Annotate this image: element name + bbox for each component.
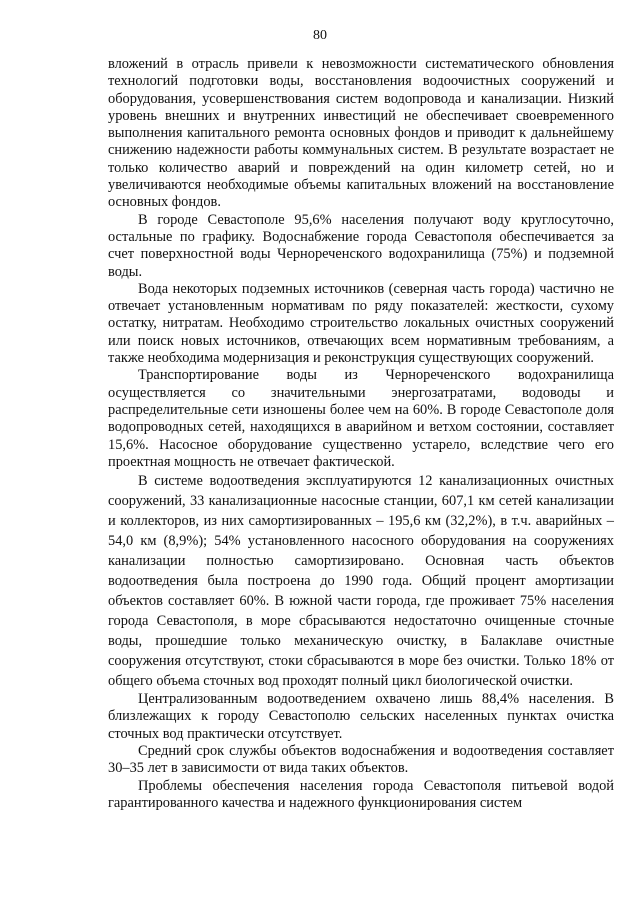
paragraph-7: Средний срок службы объектов водоснабжения и водоотведения составляет 30–35 лет в зависимости от вида таких объектов. bbox=[108, 743, 614, 777]
body-text bbox=[108, 56, 614, 812]
paragraph-1: вложений в отрасль привели к невозможности систематического обновления технологий подготовки воды, восстановления водоочистных сооружений и оборудования, усовершенствования систем водопровода и канализации. Низкий уровень внешних и внутренних инвестиций не обеспечивает своевременного выполнения капитального ремонта основных фондов и приводит к дальнейшему снижению надежности работы коммунальных систем. В результате возрастает не только количество аварий и повреждений на один километр сетей, но и увеличиваются необходимые объемы капитальных вложений на восстановление основных фондов. bbox=[108, 56, 614, 211]
page-number: 80 bbox=[313, 28, 327, 43]
paragraph-6: Централизованным водоотведением охвачено лишь 88,4% населения. В близлежащих к городу Севастополю сельских населенных пунктах очистка сточных вод практически отсутствует. bbox=[108, 691, 614, 742]
paragraph-8: Проблемы обеспечения населения города Севастополя питьевой водой гарантированного качества и надежного функционирования систем bbox=[108, 777, 614, 811]
paragraph-2: В городе Севастополе 95,6% населения получают воду круглосуточно, остальные по графику. Водоснабжение города Севастополя обеспечивается за счет поверхностной воды Чернореченского водохранилища (75%) и подземной воды. bbox=[108, 211, 614, 280]
paragraph-5: В системе водоотведения эксплуатируются 12 канализационных очистных сооружений, 33 канализационные насосные станции, 607,1 км сетей канализации и коллекторов, из них самортизированных – 195,6 км (32,2%), в т.ч. аварийных – 54,0 км (8,9%); 54% установленного насосного оборудования на сооружениях канализации полностью самортизировано. Основная часть объектов водоотведения была построена до 1990 года. Общий процент амортизации объектов составляет 60%. В южной части города, где проживает 75% населения города Севастополя, в море сбрасываются недостаточно очищенные сточные воды, прошедшие только механическую очистку, в Балаклаве очистные сооружения отсутствуют, стоки сбрасываются в море без очистки. Только 18% от общего объема сточных вод проходят полный цикл биологической очистки. bbox=[108, 473, 614, 690]
paragraph-4: Транспортирование воды из Чернореченского водохранилища осуществляется со значительными энергозатратами, водоводы и распределительные сети изношены более чем на 60%. В городе Севастополе доля водопроводных сетей, находящихся в аварийном и ветхом состоянии, составляет 15,6%. Насосное оборудование существенно устарело, вследствие чего его проектная мощность не отвечает фактической. bbox=[108, 367, 614, 470]
paragraph-3: Вода некоторых подземных источников (северная часть города) частично не отвечает установленным нормативам по ряду показателей: жесткости, сухому остатку, нитратам. Необходимо строительство локальных очистных сооружений или поиск новых источников, отвечающих всем нормативным требованиям, а также необходима модернизация и реконструкция существующих сооружений. bbox=[108, 280, 614, 367]
